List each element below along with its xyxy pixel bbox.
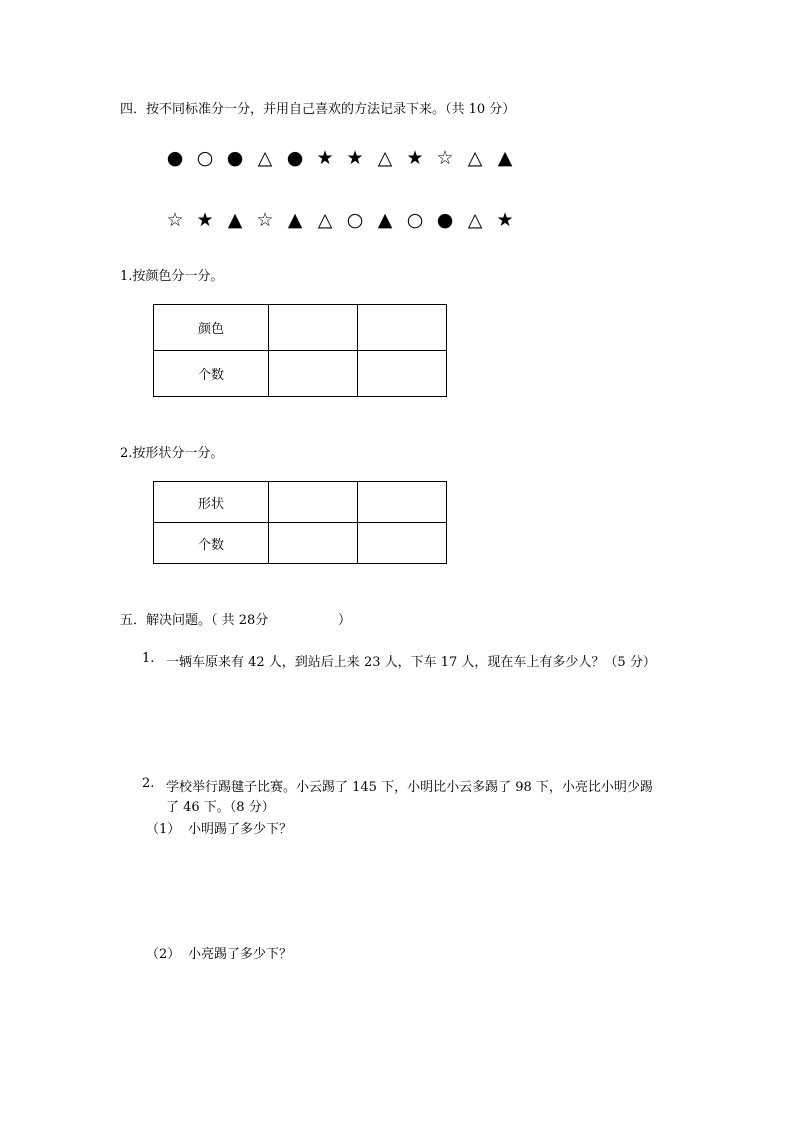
shape-symbol: ▲	[227, 209, 243, 231]
shape-table	[153, 481, 447, 564]
shape-symbol: △	[257, 147, 273, 169]
section-4-title: 四．按不同标准分一分，并用自己喜欢的方法记录下来。（共 10 分）	[120, 102, 516, 117]
question-1-label: 1.按颜色分一分。	[120, 269, 224, 284]
shape-symbol: ★	[406, 147, 424, 169]
count-header-cell: 个数	[154, 523, 269, 564]
sub-question-1-text: 小明踢了多少下？	[188, 822, 293, 837]
answer-cell[interactable]	[358, 523, 447, 564]
question-2-label: 2.按形状分一分。	[120, 446, 224, 461]
shape-symbol: ▲	[497, 147, 513, 169]
answer-cell[interactable]	[358, 305, 447, 351]
shape-row-1	[160, 148, 520, 168]
shape-symbol: ★	[346, 147, 364, 169]
color-table	[153, 304, 447, 397]
answer-cell[interactable]	[269, 351, 358, 397]
section-5-title-close: ）	[338, 613, 352, 628]
shape-symbol: ○	[196, 147, 214, 169]
answer-cell[interactable]	[358, 482, 447, 523]
answer-cell[interactable]	[269, 523, 358, 564]
shape-symbol: ★	[496, 209, 514, 231]
sub-question-2-text: 小亮踢了多少下？	[188, 947, 293, 962]
shape-header-cell: 形状	[154, 482, 269, 523]
answer-cell[interactable]	[269, 482, 358, 523]
shape-symbol: △	[467, 209, 483, 231]
count-header-cell: 个数	[154, 351, 269, 397]
shape-symbol: ▲	[287, 209, 303, 231]
shape-symbol: △	[377, 147, 393, 169]
shape-symbol: ★	[316, 147, 334, 169]
problem-2-line-1: 学校举行踢毽子比赛。小云踢了 145 下，小明比小云多踢了 98 下，小亮比小明少踢	[166, 780, 653, 795]
problem-2-line-2: 了 46 下。（8 分）	[166, 800, 275, 815]
sub-question-1-number: （1）	[146, 822, 181, 837]
shape-symbol: ▲	[377, 209, 393, 231]
shape-symbol: ★	[196, 209, 214, 231]
shape-symbol: ○	[346, 209, 364, 231]
shape-symbol: △	[317, 209, 333, 231]
section-5-title: 五．解决问题。（ 共 28分	[120, 613, 269, 628]
shape-symbol: ☆	[256, 209, 274, 231]
sub-question-2-number: （2）	[146, 947, 181, 962]
problem-2-number: 2.	[142, 776, 155, 791]
problem-1-text: 一辆车原来有 42 人，到站后上来 23 人，下车 17 人，现在车上有多少人？（5 分）	[166, 655, 656, 670]
shape-symbol: ●	[286, 147, 304, 169]
shape-symbol: △	[467, 147, 483, 169]
problem-1-number: 1.	[142, 651, 155, 666]
color-header-cell: 颜色	[154, 305, 269, 351]
shape-symbol: ●	[166, 147, 184, 169]
answer-cell[interactable]	[269, 305, 358, 351]
answer-cell[interactable]	[358, 351, 447, 397]
shape-symbol: ☆	[166, 209, 184, 231]
shape-symbol: ○	[406, 209, 424, 231]
shape-symbol: ●	[226, 147, 244, 169]
shape-row-2	[160, 210, 520, 230]
shape-symbol: ☆	[436, 147, 454, 169]
shape-symbol: ●	[436, 209, 454, 231]
